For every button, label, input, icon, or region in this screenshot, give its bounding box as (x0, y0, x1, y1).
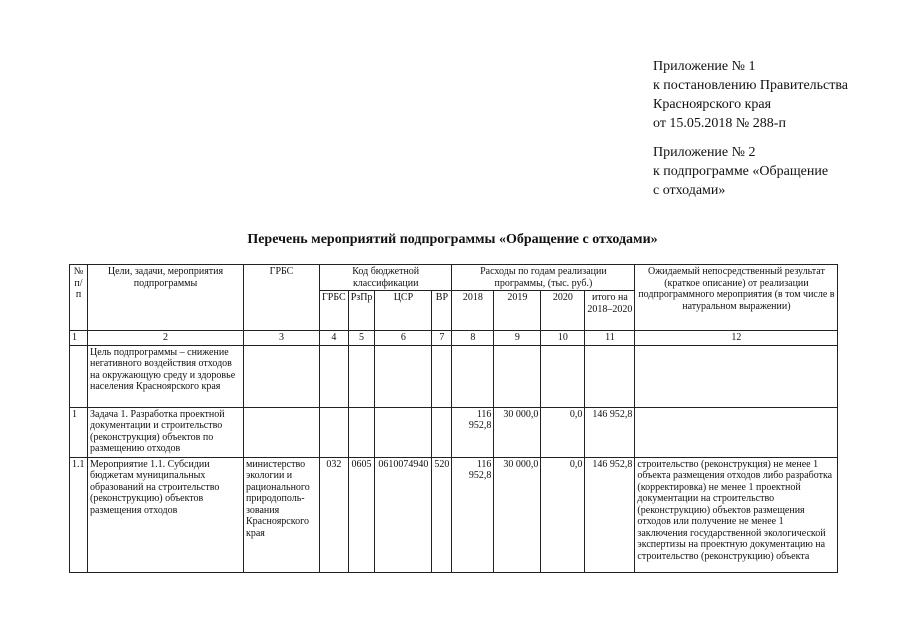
annex-2-line-1: Приложение № 2 (653, 145, 756, 160)
measures-table (69, 264, 838, 573)
measure-2020: 0,0 (541, 457, 585, 572)
col-number-3: 3 (244, 331, 320, 346)
annex-2-line-3: с отходами» (653, 183, 726, 198)
measure-result: строительство (реконструкция) не менее 1 объекта размещения отходов либо разработка (корректировка) не менее 1 проектной документации на строительство (реконструкцию) объектов размещения отходов или получение не менее 1 заключения государственной экологической экспертизы на проектную документацию на строительство (реконструкцию) объекта (635, 457, 838, 572)
goal-text: Цель подпрограммы – снижение негативного воздействия отходов на окружающую среду и здоровье населения Красноярского края (88, 345, 244, 407)
col-number-4: 4 (320, 331, 349, 346)
header-expenses: Расходы по годам реализации программы, (тыс. руб.) (452, 265, 635, 291)
task-num: 1 (70, 407, 88, 457)
task-2019: 30 000,0 (494, 407, 541, 457)
subheader-vr: ВР (432, 291, 452, 331)
col-number-12: 12 (635, 331, 838, 346)
measure-num: 1.1 (70, 457, 88, 572)
measure-grbs: 032 (320, 457, 349, 572)
col-number-8: 8 (452, 331, 494, 346)
measure-row (70, 457, 838, 572)
measure-vr: 520 (432, 457, 452, 572)
subheader-2018: 2018 (452, 291, 494, 331)
annex-2-header (653, 143, 828, 200)
annex-1-line-1: Приложение № 1 (653, 59, 756, 74)
col-number-10: 10 (541, 331, 585, 346)
col-number-1: 1 (70, 331, 88, 346)
col-number-2: 2 (88, 331, 244, 346)
header-num: № п/п (70, 265, 88, 331)
subheader-rzpr: РзПр (348, 291, 375, 331)
goal-row (70, 345, 838, 407)
task-total: 146 952,8 (585, 407, 635, 457)
header-goals: Цели, задачи, мероприятия подпрограммы (88, 265, 244, 331)
subheader-total: итого на 2018–2020 (585, 291, 635, 331)
annex-1-line-4: от 15.05.2018 № 288-п (653, 116, 786, 131)
measure-total: 146 952,8 (585, 457, 635, 572)
task-2018: 116 952,8 (452, 407, 494, 457)
header-grbs: ГРБС (244, 265, 320, 331)
col-number-6: 6 (375, 331, 432, 346)
col-number-5: 5 (348, 331, 375, 346)
measure-2019: 30 000,0 (494, 457, 541, 572)
measure-csr: 0610074940 (375, 457, 432, 572)
document-title: Перечень мероприятий подпрограммы «Обращение с отходами» (247, 232, 658, 247)
subheader-2019: 2019 (494, 291, 541, 331)
measure-text: Мероприятие 1.1. Субсидии бюджетам муниципальных образований на строительство (реконструкцию) объектов размещения отходов (88, 457, 244, 572)
task-row (70, 407, 838, 457)
col-number-9: 9 (494, 331, 541, 346)
annex-1-line-3: Красноярского края (653, 97, 772, 112)
col-number-11: 11 (585, 331, 635, 346)
subheader-2020: 2020 (541, 291, 585, 331)
measure-grbs-name: министерство экологии и рационального природополь-зования Красноярского края (244, 457, 320, 572)
subheader-csr: ЦСР (375, 291, 432, 331)
col-number-7: 7 (432, 331, 452, 346)
measure-rzpr: 0605 (348, 457, 375, 572)
annex-1-line-2: к постановлению Правительства (653, 78, 849, 93)
subheader-grbs: ГРБС (320, 291, 349, 331)
header-result: Ожидаемый непосредственный результат (краткое описание) от реализации подпрограммного мероприятия (в том числе в натуральном выражении) (635, 265, 838, 331)
annex-1-header (653, 57, 848, 133)
task-text: Задача 1. Разработка проектной документации и строительство (реконструкция) объектов по размещению отходов (88, 407, 244, 457)
header-budget-code: Код бюджетной классификации (320, 265, 452, 291)
annex-2-line-2: к подпрограмме «Обращение (653, 164, 829, 179)
measure-2018: 116 952,8 (452, 457, 494, 572)
task-2020: 0,0 (541, 407, 585, 457)
